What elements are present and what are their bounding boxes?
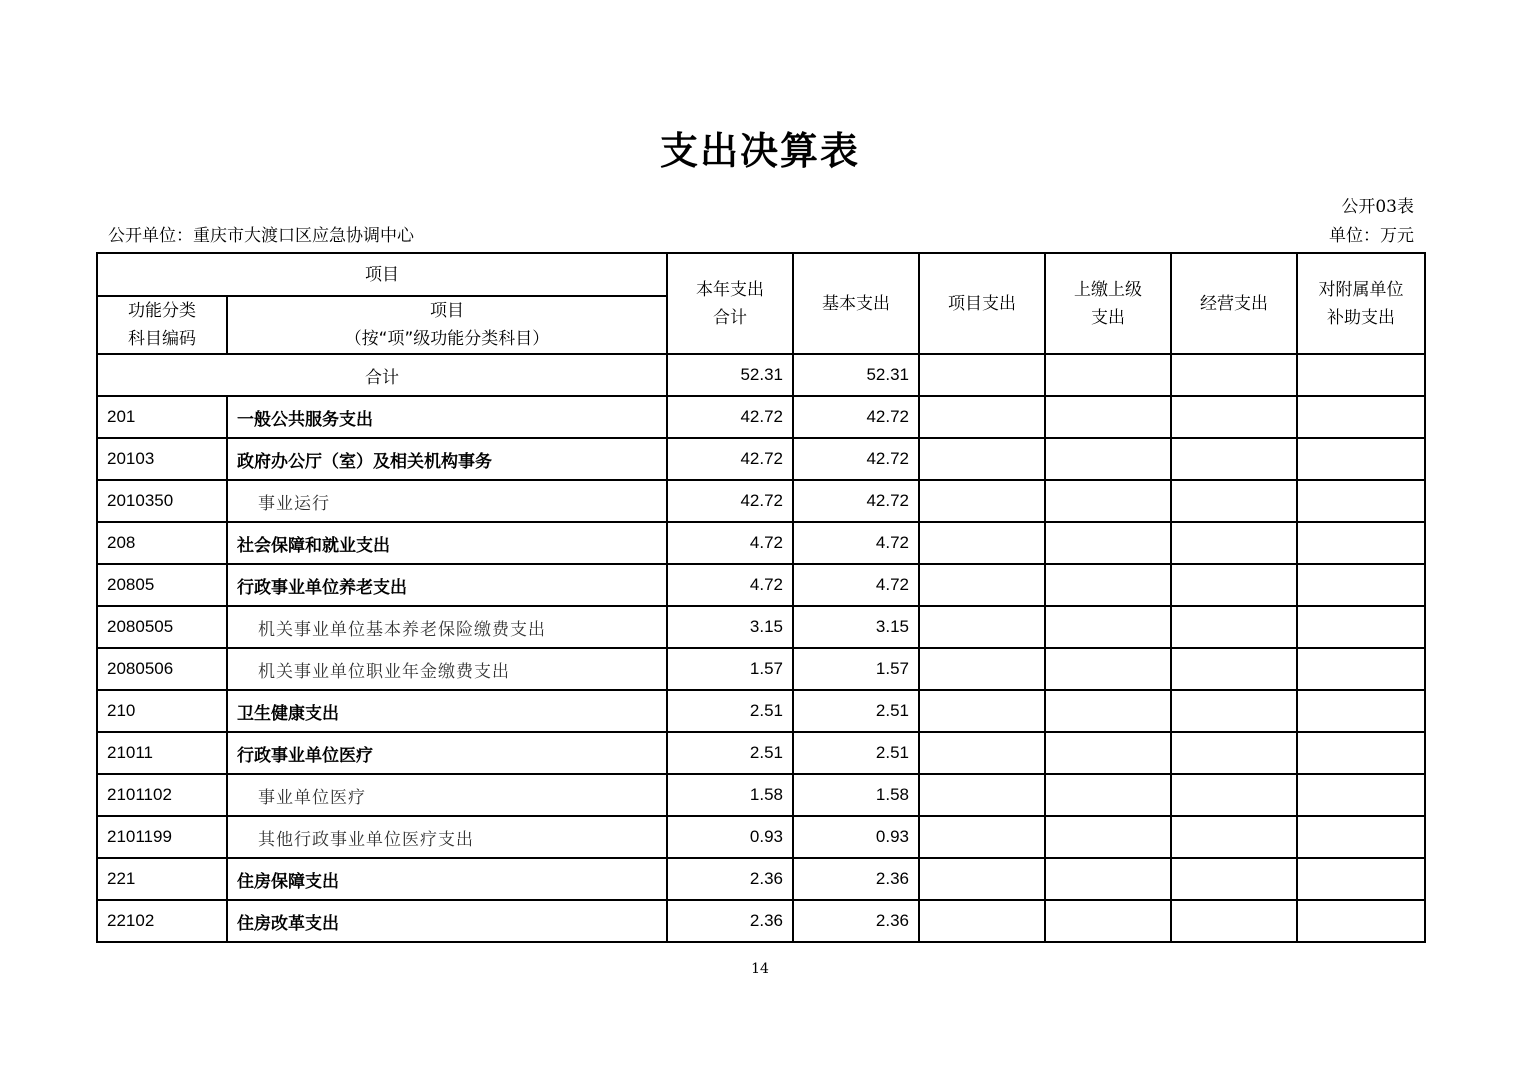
row-subsidy (1297, 564, 1425, 606)
row-basic: 2.36 (793, 900, 919, 942)
row-total: 2.51 (667, 732, 793, 774)
row-project (919, 396, 1045, 438)
header-code-line1: 功能分类 (128, 301, 196, 321)
total-amount: 52.31 (667, 354, 793, 396)
row-code: 20103 (97, 438, 227, 480)
row-subsidy (1297, 900, 1425, 942)
table-row (97, 732, 1425, 774)
row-upper (1045, 648, 1171, 690)
row-project (919, 690, 1045, 732)
row-name: 一般公共服务支出 (227, 396, 667, 438)
header-upper-line1: 上缴上级 (1074, 279, 1142, 300)
row-project (919, 522, 1045, 564)
row-upper (1045, 396, 1171, 438)
row-upper (1045, 900, 1171, 942)
page-title: 支出决算表 (659, 129, 860, 173)
row-business (1171, 900, 1297, 942)
row-upper (1045, 522, 1171, 564)
row-code: 2080506 (97, 648, 227, 690)
row-subsidy (1297, 816, 1425, 858)
row-code: 201 (97, 396, 227, 438)
row-code: 208 (97, 522, 227, 564)
row-code: 221 (97, 858, 227, 900)
header-basic: 基本支出 (793, 253, 919, 354)
header-code-line2: 科目编码 (128, 329, 196, 349)
table-row (97, 858, 1425, 900)
row-subsidy (1297, 396, 1425, 438)
row-name: 其他行政事业单位医疗支出 (227, 816, 667, 858)
header-upper-line2: 支出 (1091, 307, 1125, 328)
row-subsidy (1297, 522, 1425, 564)
row-name: 卫生健康支出 (227, 690, 667, 732)
row-project (919, 900, 1045, 942)
row-project (919, 438, 1045, 480)
row-code: 20805 (97, 564, 227, 606)
row-total: 3.15 (667, 606, 793, 648)
row-subsidy (1297, 732, 1425, 774)
header-business: 经营支出 (1171, 253, 1297, 354)
total-project (919, 354, 1045, 396)
row-upper (1045, 564, 1171, 606)
header-name-line1: 项目 (430, 301, 464, 321)
row-business (1171, 396, 1297, 438)
row-business (1171, 774, 1297, 816)
row-upper (1045, 816, 1171, 858)
row-name: 事业运行 (227, 480, 667, 522)
row-code: 2101102 (97, 774, 227, 816)
row-business (1171, 858, 1297, 900)
row-business (1171, 564, 1297, 606)
header-item: 项目 (97, 253, 667, 296)
row-upper (1045, 438, 1171, 480)
row-total: 2.51 (667, 690, 793, 732)
row-basic: 42.72 (793, 438, 919, 480)
row-business (1171, 732, 1297, 774)
row-total: 4.72 (667, 522, 793, 564)
page-number: 14 (751, 961, 769, 977)
table-row (97, 774, 1425, 816)
row-project (919, 774, 1045, 816)
row-business (1171, 690, 1297, 732)
table-row (97, 396, 1425, 438)
reporting-unit: 公开单位：重庆市大渡口区应急协调中心 (108, 226, 414, 246)
row-name: 机关事业单位基本养老保险缴费支出 (227, 606, 667, 648)
row-total: 2.36 (667, 900, 793, 942)
header-subsidy-line2: 补助支出 (1327, 307, 1395, 328)
total-upper (1045, 354, 1171, 396)
row-name: 社会保障和就业支出 (227, 522, 667, 564)
row-basic: 2.51 (793, 690, 919, 732)
row-code: 21011 (97, 732, 227, 774)
total-business (1171, 354, 1297, 396)
row-project (919, 606, 1045, 648)
row-upper (1045, 606, 1171, 648)
row-subsidy (1297, 480, 1425, 522)
table-row (97, 690, 1425, 732)
row-subsidy (1297, 690, 1425, 732)
row-basic: 2.36 (793, 858, 919, 900)
row-basic: 2.51 (793, 732, 919, 774)
row-subsidy (1297, 606, 1425, 648)
header-code (97, 296, 227, 354)
table-row (97, 438, 1425, 480)
header-name-line2: （按“项”级功能分类科目） (344, 329, 550, 349)
row-basic: 3.15 (793, 606, 919, 648)
row-subsidy (1297, 774, 1425, 816)
row-business (1171, 438, 1297, 480)
row-subsidy (1297, 438, 1425, 480)
table-row (97, 480, 1425, 522)
total-label: 合计 (97, 354, 667, 396)
row-basic: 1.58 (793, 774, 919, 816)
row-total: 1.57 (667, 648, 793, 690)
row-basic: 4.72 (793, 522, 919, 564)
header-total (667, 253, 793, 354)
header-name (227, 296, 667, 354)
row-project (919, 480, 1045, 522)
expenditure-table (96, 252, 1426, 943)
total-subsidy (1297, 354, 1425, 396)
row-business (1171, 816, 1297, 858)
row-total: 42.72 (667, 480, 793, 522)
row-name: 事业单位医疗 (227, 774, 667, 816)
row-basic: 0.93 (793, 816, 919, 858)
row-name: 机关事业单位职业年金缴费支出 (227, 648, 667, 690)
row-project (919, 858, 1045, 900)
header-total-line1: 本年支出 (696, 279, 764, 300)
header-total-line2: 合计 (713, 307, 747, 328)
row-total: 1.58 (667, 774, 793, 816)
row-total: 42.72 (667, 396, 793, 438)
row-project (919, 732, 1045, 774)
header-subsidy (1297, 253, 1425, 354)
table-row (97, 522, 1425, 564)
row-name: 行政事业单位养老支出 (227, 564, 667, 606)
row-project (919, 564, 1045, 606)
row-business (1171, 648, 1297, 690)
total-basic: 52.31 (793, 354, 919, 396)
form-number: 公开03表 (1341, 197, 1414, 217)
currency-unit: 单位：万元 (1329, 226, 1414, 246)
row-code: 2080505 (97, 606, 227, 648)
row-project (919, 816, 1045, 858)
table-row (97, 606, 1425, 648)
row-name: 住房改革支出 (227, 900, 667, 942)
row-business (1171, 480, 1297, 522)
row-project (919, 648, 1045, 690)
row-basic: 42.72 (793, 480, 919, 522)
table-row (97, 900, 1425, 942)
row-total: 42.72 (667, 438, 793, 480)
header-subsidy-line1: 对附属单位 (1318, 279, 1404, 300)
row-code: 2101199 (97, 816, 227, 858)
row-subsidy (1297, 858, 1425, 900)
row-total: 4.72 (667, 564, 793, 606)
row-basic: 42.72 (793, 396, 919, 438)
row-upper (1045, 732, 1171, 774)
row-total: 2.36 (667, 858, 793, 900)
row-upper (1045, 480, 1171, 522)
row-name: 住房保障支出 (227, 858, 667, 900)
table-row (97, 816, 1425, 858)
header-upper (1045, 253, 1171, 354)
header-project: 项目支出 (919, 253, 1045, 354)
row-business (1171, 522, 1297, 564)
row-name: 行政事业单位医疗 (227, 732, 667, 774)
row-basic: 1.57 (793, 648, 919, 690)
row-upper (1045, 774, 1171, 816)
row-upper (1045, 690, 1171, 732)
table-row (97, 648, 1425, 690)
row-business (1171, 606, 1297, 648)
row-name: 政府办公厅（室）及相关机构事务 (227, 438, 667, 480)
row-code: 210 (97, 690, 227, 732)
row-code: 2010350 (97, 480, 227, 522)
table-body (97, 396, 1425, 942)
row-subsidy (1297, 648, 1425, 690)
row-total: 0.93 (667, 816, 793, 858)
row-basic: 4.72 (793, 564, 919, 606)
row-upper (1045, 858, 1171, 900)
total-row (97, 354, 1425, 396)
table-row (97, 564, 1425, 606)
row-code: 22102 (97, 900, 227, 942)
